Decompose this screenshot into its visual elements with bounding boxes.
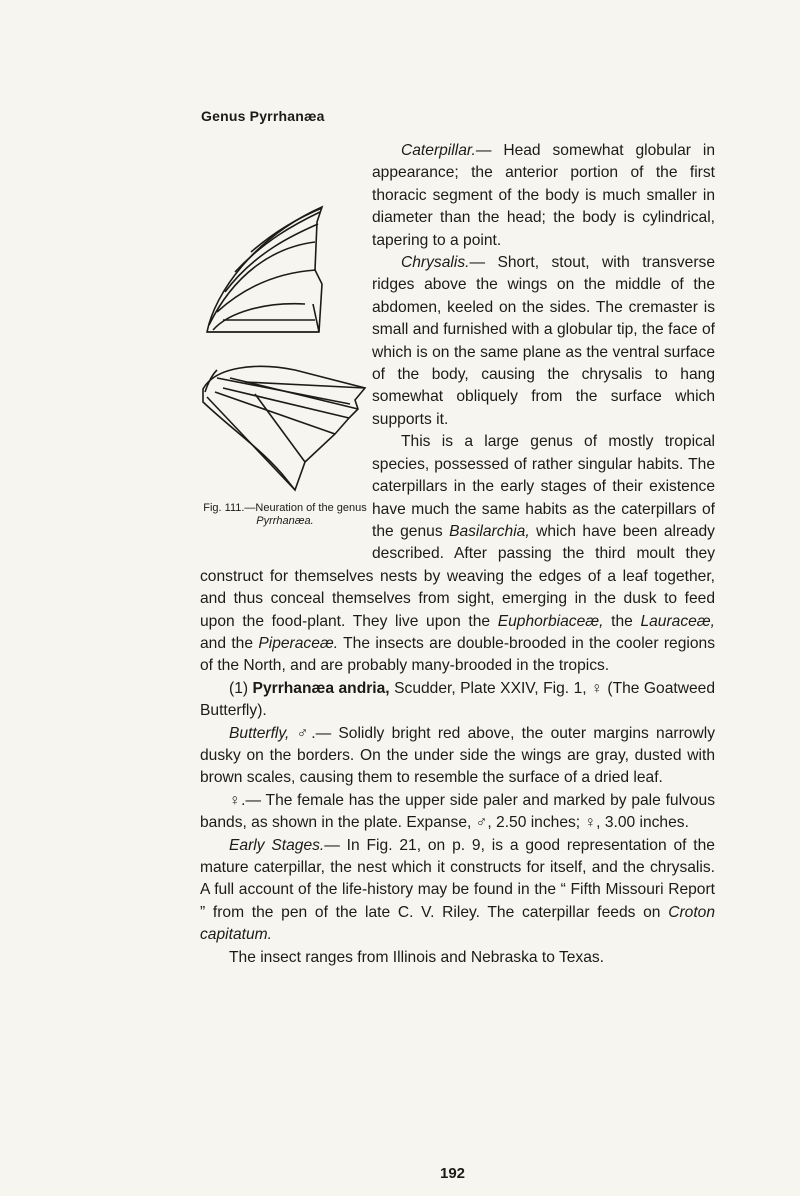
species-rest: Scudder, Plate XXIV, Fig. 1, ♀ (The Goatweed Butterfly). xyxy=(200,679,716,720)
early-stages-label: Early Stages. xyxy=(229,836,325,854)
genus-text-2: which have been already described. After passing the third moult they construct for themselves nests by weaving the edges of a leaf together, and thus conceal themselves from sight, emerging in the dusk to feed upon the food-plant. They live upon the xyxy=(200,522,715,630)
running-head: Genus Pyrrhanæa xyxy=(201,108,325,124)
genus-text-5: The insects are double-brooded in the cooler regions of the North, and are probably many-brooded in the tropics. xyxy=(200,634,715,675)
genus-text-3: the xyxy=(603,612,641,630)
page-number: 192 xyxy=(440,1165,466,1182)
butterfly-label: Butterfly, xyxy=(229,724,290,742)
euphorbiaceae-name: Euphorbiaceæ, xyxy=(497,612,604,630)
wing-neuration-drawing xyxy=(195,142,375,502)
species-number: (1) xyxy=(229,679,253,697)
butterfly-paragraph xyxy=(200,723,715,790)
chrysalis-label: Chrysalis. xyxy=(401,254,470,272)
early-stages-text: — In Fig. 21, on p. 9, is a good representation of the mature caterpillar, the nest which it constructs for itself, and the chrysalis. A full account of the life-history may be found in the “ Fifth Missouri Report ” from the pen of the late C. V. Riley. The caterpillar feeds on xyxy=(200,836,715,921)
caption-prefix: Fig. 111.—Neuration of the genus xyxy=(203,502,367,514)
genus-text-1: This is a large genus of mostly tropical species, possessed of rather singular habits. The caterpillars in the early stages of their existence have much the same habits as the caterpillars of the genus xyxy=(372,433,715,540)
species-name: Pyrrhanæa andria, xyxy=(252,679,390,697)
range-paragraph: The insect ranges from Illinois and Nebraska to Texas. xyxy=(229,948,605,966)
basilarchia-name: Basilarchia, xyxy=(449,522,530,540)
lauraceae-name: Lauraceæ, xyxy=(640,612,715,630)
caterpillar-text: — Head somewhat globular in appearance; the anterior portion of the first thoracic segment of the body is much smaller in diameter than the head; the body is cylindrical, tapering to a point. xyxy=(372,142,715,249)
caterpillar-label: Caterpillar. xyxy=(401,142,476,159)
chrysalis-text: — Short, stout, with transverse ridges above the wings on the middle of the abdomen, keeled on the sides. The cremaster is small and furnished with a globular tip, the face of which is on the same plane as the ventral surface of the body, causing the chrysalis to hang somewhat obliquely from the surface which supports it. xyxy=(372,254,715,428)
early-stages-paragraph xyxy=(200,835,715,947)
food-plant-name: Croton capitatum. xyxy=(200,903,715,944)
female-paragraph: ♀.— The female has the upper side paler and marked by pale fulvous bands, as shown in the plate. Expanse, ♂, 2.50 inches; ♀, 3.00 inches. xyxy=(200,791,715,832)
butterfly-text: — Solidly bright red above, the outer margins narrowly dusky on the borders. On the under side the wings are gray, dusted with brown scales, causing them to resemble the surface of a dried leaf. xyxy=(200,724,715,787)
body-text xyxy=(200,140,715,969)
genus-text-4: and the xyxy=(200,634,259,652)
species-heading xyxy=(200,678,715,723)
piperaceae-name: Piperaceæ. xyxy=(258,634,339,652)
butterfly-sex: ♂. xyxy=(289,724,316,742)
caption-genus: Pyrrhanæa. xyxy=(256,515,314,527)
forewing-drawing xyxy=(207,207,322,332)
neuration-figure xyxy=(195,142,370,544)
figure-caption xyxy=(195,502,375,528)
hindwing-drawing xyxy=(203,366,365,490)
